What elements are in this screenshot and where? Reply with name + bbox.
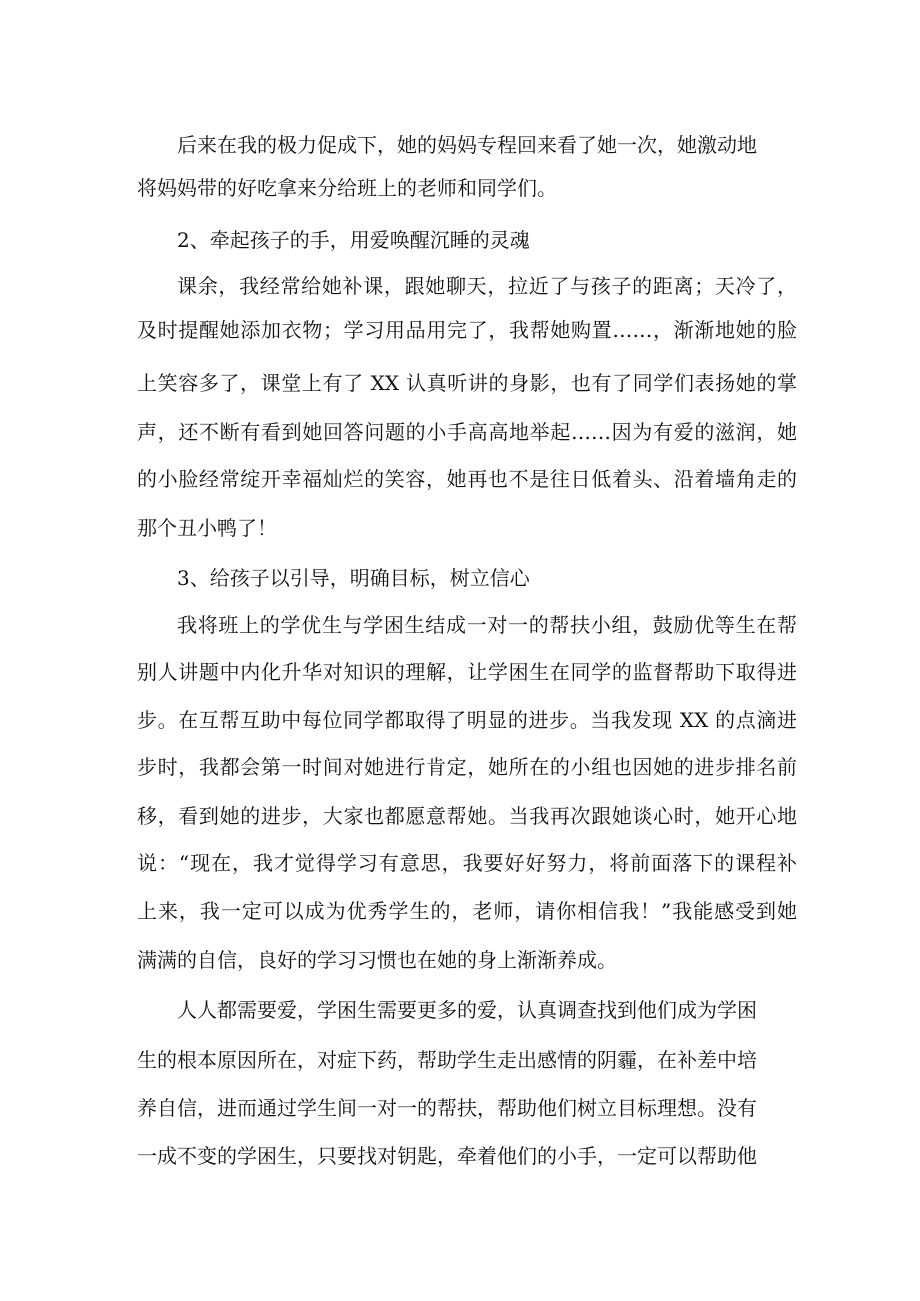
paragraph-3-line-4: 步时，我都会第一时间对她进行肯定，她所在的小组也因她的进步排名前 — [137, 755, 797, 779]
paragraph-4-line-2: 生的根本原因所在，对症下药，帮助学生走出感情的阴霾，在补差中培 — [137, 1048, 757, 1072]
heading-2: 2、牵起孩子的手，用爱唤醒沉睡的灵魂 — [177, 228, 530, 252]
paragraph-3-line-8: 满满的自信，良好的学习习惯也在她的身上渐渐养成。 — [137, 948, 617, 972]
paragraph-4-line-1: 人人都需要爱，学困生需要更多的爱，认真调查找到他们成为学困 — [177, 998, 757, 1022]
paragraph-3-line-6: 说：“现在，我才觉得学习有意思，我要好好努力，将前面落下的课程补 — [137, 851, 797, 875]
paragraph-3-line-3: 步。在互帮互助中每位同学都取得了明显的进步。当我发现 XX 的点滴进 — [137, 708, 797, 732]
heading-3: 3、给孩子以引导，明确目标，树立信心 — [177, 566, 530, 590]
paragraph-2-line-2: 及时提醒她添加衣物；学习用品用完了，我帮她购置……，渐渐地她的脸 — [137, 318, 797, 342]
paragraph-2-line-4: 声，还不断有看到她回答问题的小手高高地举起……因为有爱的滋润，她 — [137, 420, 797, 444]
paragraph-2-line-5: 的小脸经常绽开幸福灿烂的笑容，她再也不是往日低着头、沿着墙角走的 — [137, 467, 797, 491]
paragraph-3-line-7: 上来，我一定可以成为优秀学生的，老师，请你相信我！”我能感受到她 — [137, 899, 797, 923]
paragraph-2-line-1: 课余，我经常给她补课，跟她聊天，拉近了与孩子的距离；天冷了， — [177, 274, 797, 298]
paragraph-2-line-6: 那个丑小鸭了！ — [137, 516, 277, 540]
paragraph-3-line-5: 移，看到她的进步，大家也都愿意帮她。当我再次跟她谈心时，她开心地 — [137, 804, 797, 828]
paragraph-2-line-3: 上笑容多了，课堂上有了 XX 认真听讲的身影，也有了同学们表扬她的掌 — [137, 371, 797, 395]
paragraph-1-line-1: 后来在我的极力促成下，她的妈妈专程回来看了她一次，她激动地 — [177, 133, 757, 157]
paragraph-3-line-1: 我将班上的学优生与学困生结成一对一的帮扶小组，鼓励优等生在帮 — [177, 613, 797, 637]
paragraph-4-line-4: 一成不变的学困生，只要找对钥匙，牵着他们的小手，一定可以帮助他 — [137, 1144, 757, 1168]
paragraph-4-line-3: 养自信，进而通过学生间一对一的帮扶，帮助他们树立目标理想。没有 — [137, 1096, 757, 1120]
paragraph-1-line-2: 将妈妈带的好吃拿来分给班上的老师和同学们。 — [137, 176, 557, 200]
paragraph-3-line-2: 别人讲题中内化升华对知识的理解，让学困生在同学的监督帮助下取得进 — [137, 660, 797, 684]
